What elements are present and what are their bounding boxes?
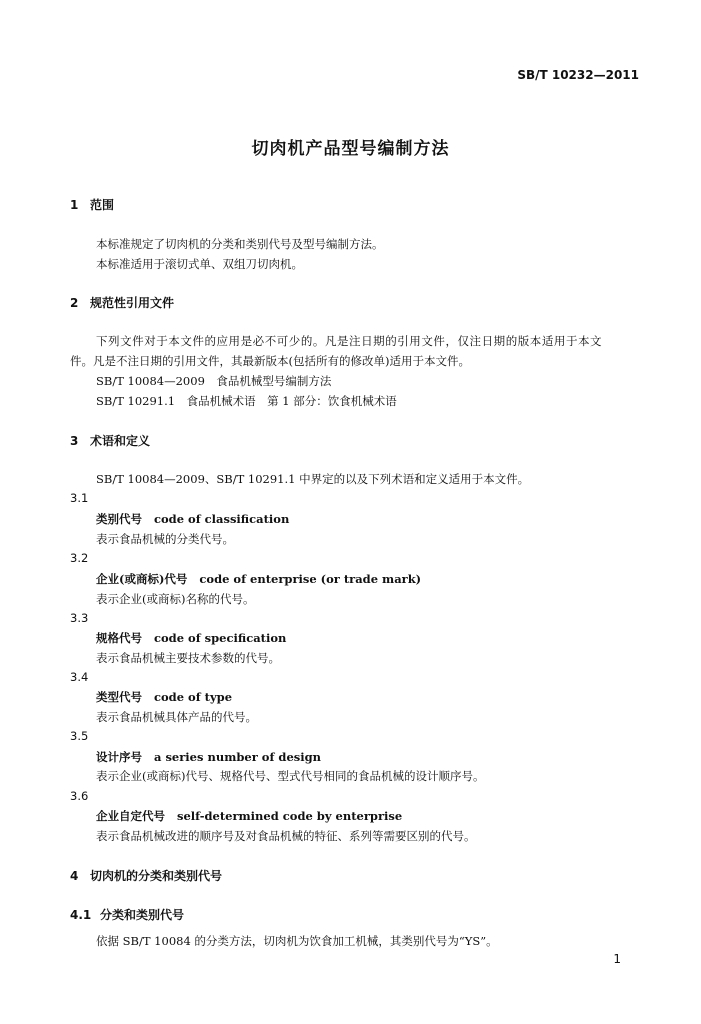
clause-number: 3.6	[70, 789, 89, 803]
paragraph: 件。凡是不注日期的引用文件，其最新版本(包括所有的修改单)适用于本文件。	[70, 354, 470, 368]
paragraph: SB/T 10084—2009、SB/T 10291.1 中界定的以及下列术语和定义适用于本文件。	[96, 472, 530, 486]
section-title: 规范性引用文件	[90, 296, 175, 310]
section-title: 切肉机的分类和类别代号	[90, 869, 223, 883]
term-definition: 表示食品机械的分类代号。	[96, 532, 234, 546]
section-title: 范围	[90, 198, 115, 212]
term-en: code of classification	[154, 512, 290, 526]
term-entry	[96, 630, 286, 646]
section-number: 1	[70, 198, 79, 212]
term-definition: 表示食品机械主要技术参数的代号。	[96, 651, 280, 665]
term-en: self-determined code by enterprise	[177, 809, 403, 823]
subsection-title: 分类和类别代号	[100, 908, 185, 922]
paragraph: 本标准适用于滚切式单、双组刀切肉机。	[96, 257, 303, 271]
term-cn: 设计序号	[96, 750, 142, 764]
term-entry	[96, 749, 321, 765]
section-3-heading	[70, 432, 150, 449]
term-entry	[96, 571, 421, 587]
term-definition: 表示食品机械改进的顺序号及对食品机械的特征、系列等需要区别的代号。	[96, 829, 476, 843]
subsection-4-1-heading	[70, 906, 184, 923]
document-title: 切肉机产品型号编制方法	[251, 139, 450, 159]
section-number: 3	[70, 434, 79, 448]
paragraph: 依据 SB/T 10084 的分类方法，切肉机为饮食加工机械，其类别代号为“YS”。	[96, 934, 498, 948]
term-en: code of enterprise (or trade mark)	[199, 572, 422, 586]
clause-number: 3.4	[70, 670, 89, 684]
clause-number: 3.5	[70, 729, 89, 743]
clause-number: 3.3	[70, 611, 89, 625]
term-definition: 表示企业(或商标)代号、规格代号、型式代号相同的食品机械的设计顺序号。	[96, 769, 485, 783]
term-entry	[96, 511, 289, 527]
term-cn: 企业(或商标)代号	[96, 572, 188, 586]
section-1-heading	[70, 196, 114, 213]
section-2-heading	[70, 294, 174, 311]
term-en: code of type	[154, 690, 233, 704]
section-4-heading	[70, 867, 222, 884]
clause-number: 3.1	[70, 491, 89, 505]
normative-reference: SB/T 10291.1 食品机械术语 第 1 部分：饮食机械术语	[96, 394, 397, 408]
term-cn: 规格代号	[96, 631, 142, 645]
section-title: 术语和定义	[90, 434, 151, 448]
normative-reference: SB/T 10084—2009 食品机械型号编制方法	[96, 374, 332, 388]
term-cn: 类型代号	[96, 690, 142, 704]
standard-number: SB/T 10232—2011	[517, 68, 639, 82]
paragraph: 下列文件对于本文件的应用是必不可少的。凡是注日期的引用文件，仅注日期的版本适用于本文	[96, 334, 603, 348]
page-number: 1	[613, 952, 621, 966]
term-en: a series number of design	[154, 750, 322, 764]
term-en: code of specification	[154, 631, 287, 645]
clause-number: 3.2	[70, 551, 89, 565]
term-definition: 表示企业(或商标)名称的代号。	[96, 592, 255, 606]
section-number: 4	[70, 869, 79, 883]
term-cn: 类别代号	[96, 512, 142, 526]
term-entry	[96, 808, 402, 824]
paragraph: 本标准规定了切肉机的分类和类别代号及型号编制方法。	[96, 237, 384, 251]
term-entry	[96, 689, 232, 705]
term-cn: 企业自定代号	[96, 809, 165, 823]
section-number: 2	[70, 296, 79, 310]
subsection-number: 4.1	[70, 908, 92, 922]
term-definition: 表示食品机械具体产品的代号。	[96, 710, 257, 724]
